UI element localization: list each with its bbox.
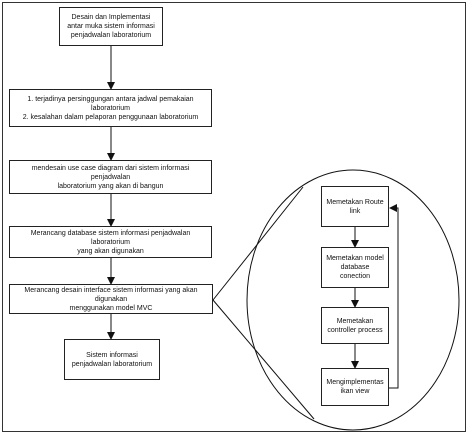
step-database: Merancang database sistem informasi penjadwalan laboratorium yang akan digunakan: [9, 226, 212, 258]
feedback-loop: [389, 208, 398, 388]
mvc-controller: Memetakan controller process: [321, 307, 389, 344]
mvc-model-database: Memetakan model database conection: [321, 247, 389, 288]
connector-top: [213, 187, 303, 300]
step-desain-implementasi: Desain dan Implementasi antar muka sistem informasi penjadwalan laboratorium: [59, 7, 163, 46]
connector-bottom: [213, 300, 314, 419]
mvc-view: Mengimplementas ikan view: [321, 368, 389, 406]
mvc-route-link: Memetakan Route link: [321, 186, 389, 227]
step-masalah: 1. terjadinya persinggungan antara jadwal pemakaian laboratorium 2. kesalahan dalam pelaporan penggunaan laboratorium: [9, 89, 212, 127]
step-hasil-sistem: Sistem informasi penjadwalan laboratorium: [64, 339, 160, 380]
step-use-case: mendesain use case diagram dari sistem informasi penjadwalan laboratorium yang akan di bangun: [9, 160, 212, 194]
step-interface-mvc: Merancang desain interface sistem informasi yang akan digunakan menggunakan model MVC: [9, 284, 213, 314]
